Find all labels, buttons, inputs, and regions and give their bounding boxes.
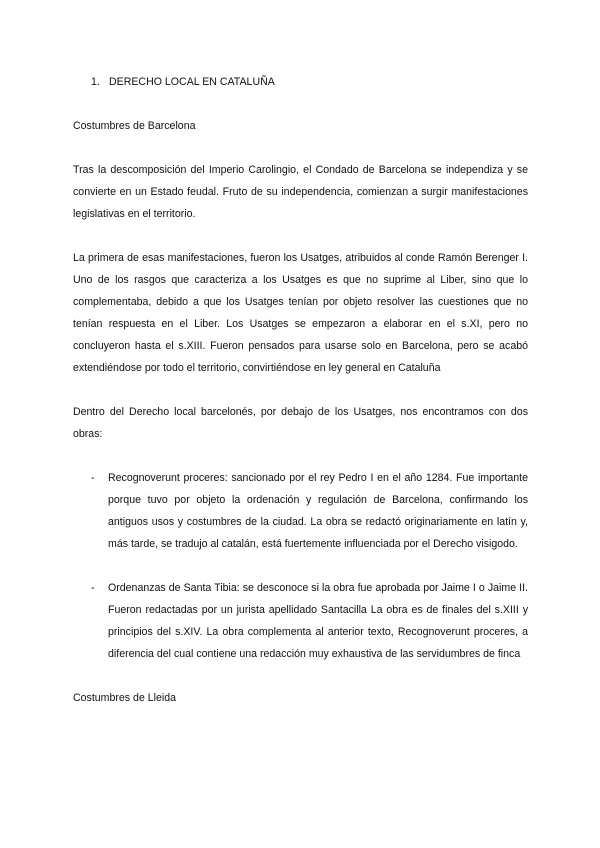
chapter-heading — [91, 71, 528, 93]
list-item — [91, 577, 528, 665]
section-title-barcelona: Costumbres de Barcelona — [73, 120, 196, 132]
paragraph-imperio-carolingio: Tras la descomposición del Imperio Carolingio, el Condado de Barcelona se independiza y se convierte en un Estado feudal. Fruto de su independencia, comienzan a surgir manifestaciones legislativas en el territorio. — [73, 164, 528, 220]
list-item-text: Recognoverunt proceres: sancionado por el rey Pedro I en el año 1284. Fue importante porque tuvo por objeto la ordenación y regulación de Barcelona, confirmando los antiguos usos y costumbres de la ciudad. La obra se redactó originariamente en latín y, más tarde, se tradujo al catalán, está fuertemente influenciada por el Derecho visigodo. — [108, 472, 528, 550]
list-item-text: Ordenanzas de Santa Tibia: se desconoce si la obra fue aprobada por Jaime I o Jaime II. Fueron redactadas por un jurista apellidado Santacilla La obra es de finales del s.XIII y principios del s.XIV. La obra complementa al anterior texto, Recognoverunt proceres, a diferencia del cual contiene una redacción muy exhaustiva de las servidumbres de finca — [108, 582, 528, 660]
section-title-lleida: Costumbres de Lleida — [73, 692, 177, 704]
paragraph-usatges: La primera de esas manifestaciones, fueron los Usatges, atribuidos al conde Ramón Berenger I. Uno de los rasgos que caracteriza a los Usatges es que no suprime al Liber, sino que lo complementaba, debido a que los Usatges tenían por objeto resolver las cuestiones que no tenían respuesta en el Liber. Los Usatges se empezaron a elaborar en el s.XI, pero no concluyeron hasta el s.XIII. Fueron pensados para usarse solo en Barcelona, pero se acabó extendiéndose por todo el territorio, convirtiéndose en ley general en Cataluña — [73, 252, 528, 374]
list-bullet: - — [91, 472, 95, 484]
heading-title: DERECHO LOCAL EN CATALUÑA — [109, 76, 275, 88]
paragraph-derecho-local: Dentro del Derecho local barcelonés, por debajo de los Usatges, nos encontramos con dos obras: — [73, 406, 528, 440]
list-item — [91, 467, 528, 555]
document-content — [73, 71, 528, 731]
works-list — [73, 467, 528, 665]
heading-number: 1. — [91, 76, 100, 88]
list-bullet: - — [91, 582, 95, 594]
